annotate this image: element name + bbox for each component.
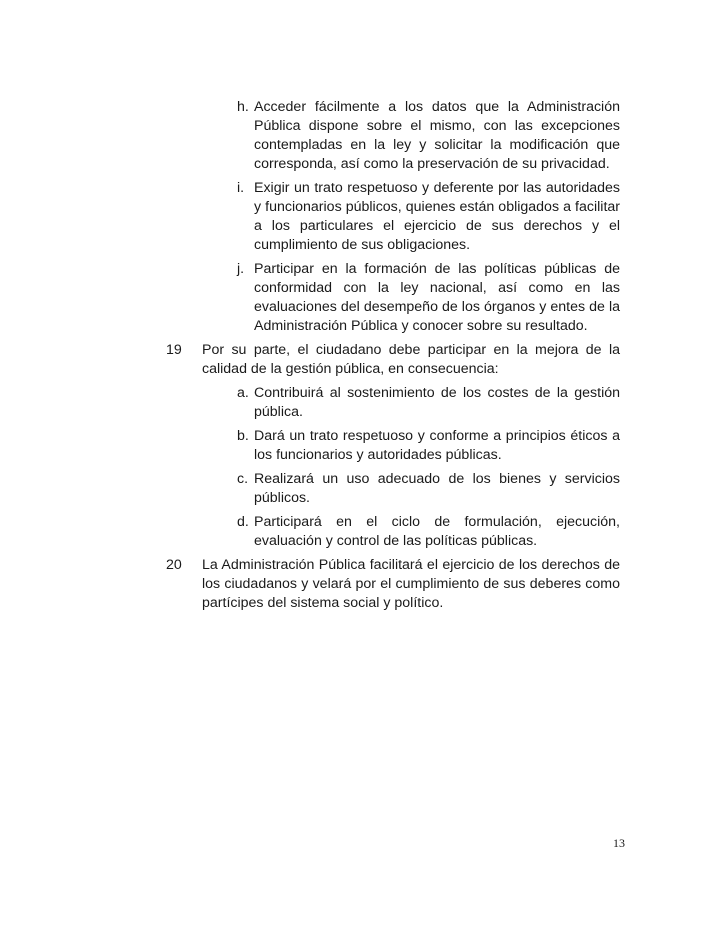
- list-item-text: Realizará un uso adecuado de los bienes y servicios públicos.: [254, 471, 620, 506]
- paragraph-number: 19: [166, 342, 182, 358]
- list-item-h: [202, 98, 620, 174]
- list-marker: d.: [237, 514, 249, 530]
- list-item-d: [202, 513, 620, 551]
- paragraph-text: La Administración Pública facilitará el ejercicio de los derechos de los ciudadanos y velará por el cumplimiento de sus deberes como partícipes del sistema social y político.: [202, 557, 620, 611]
- page-number: 13: [613, 836, 625, 850]
- list-item-text: Participar en la formación de las políticas públicas de conformidad con la ley nacional, así como en las evaluaciones del desempeño de los órganos y entes de la Administración Pública y conocer sobre su resultado.: [254, 261, 620, 334]
- list-marker: b.: [237, 428, 249, 444]
- paragraph-19: [167, 341, 620, 379]
- list-marker: h.: [237, 99, 249, 115]
- list-marker: j.: [237, 261, 245, 277]
- paragraph-20: [167, 556, 620, 613]
- list-item-text: Participará en el ciclo de formulación, ejecución, evaluación y control de las políticas públicas.: [254, 514, 620, 549]
- paragraph-text: Por su parte, el ciudadano debe participar en la mejora de la calidad de la gestión pública, en consecuencia:: [202, 342, 620, 377]
- list-item-text: Contribuirá al sostenimiento de los costes de la gestión pública.: [254, 385, 620, 420]
- paragraph-number: 20: [166, 557, 182, 573]
- list-marker: i.: [237, 180, 245, 196]
- list-item-text: Acceder fácilmente a los datos que la Administración Pública dispone sobre el mismo, con las excepciones contempladas en la ley y solicitar la modificación que corresponda, así como la preservación de su privacidad.: [254, 99, 620, 172]
- list-item-text: Exigir un trato respetuoso y deferente por las autoridades y funcionarios públicos, quienes están obligados a facilitar a los particulares el ejercicio de sus derechos y el cumplimiento de sus obligaciones.: [254, 180, 620, 253]
- list-marker: a.: [237, 385, 249, 401]
- list-item-b: [202, 427, 620, 465]
- list-item-text: Dará un trato respetuoso y conforme a principios éticos a los funcionarios y autoridades públicas.: [254, 428, 620, 463]
- list-item-j: [202, 260, 620, 336]
- list-item-a: [202, 384, 620, 422]
- page-content: [166, 98, 620, 618]
- list-item-i: [202, 179, 620, 255]
- list-marker: c.: [237, 471, 249, 487]
- list-item-c: [202, 470, 620, 508]
